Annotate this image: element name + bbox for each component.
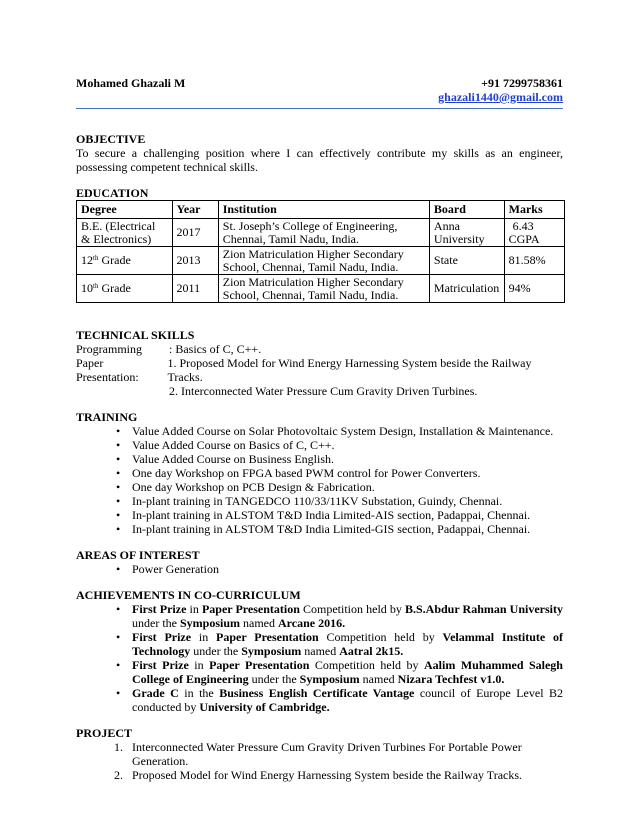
text-fragment: in bbox=[191, 630, 217, 644]
list-item bbox=[76, 438, 563, 452]
col-header-marks: Marks bbox=[504, 201, 564, 219]
list-item bbox=[76, 466, 563, 480]
list-item bbox=[76, 602, 563, 630]
contact-block bbox=[438, 76, 563, 104]
event-type: Business English Certificate Vantage bbox=[219, 686, 415, 700]
year-cell: 2013 bbox=[172, 247, 218, 275]
bullet-icon: • bbox=[116, 686, 121, 700]
achievements-title: ACHIEVEMENTS IN CO-CURRICULUM bbox=[76, 588, 301, 602]
award: First Prize bbox=[132, 602, 187, 616]
bullet-icon: • bbox=[116, 630, 121, 644]
bullet-icon: • bbox=[116, 480, 121, 494]
text-fragment: named bbox=[301, 644, 340, 658]
bullet-icon: • bbox=[116, 424, 121, 438]
board-cell: Matriculation bbox=[429, 275, 504, 303]
board-line: Anna bbox=[433, 218, 460, 233]
technical-skills-section bbox=[76, 328, 563, 398]
marks-cell: 94% bbox=[504, 275, 564, 303]
project-title: PROJECT bbox=[76, 726, 133, 740]
text-fragment: named bbox=[359, 672, 398, 686]
bullet-icon: • bbox=[116, 438, 121, 452]
list-item bbox=[76, 740, 563, 768]
institution-line: St. Joseph’s College of Engineering, bbox=[222, 218, 398, 233]
achievements-list bbox=[76, 602, 563, 714]
degree-suffix: Grade bbox=[98, 253, 131, 267]
objective-section bbox=[76, 132, 563, 174]
list-item-text: One day Workshop on FPGA based PWM control for Power Converters. bbox=[132, 466, 481, 480]
education-table bbox=[76, 200, 565, 303]
board-cell: State bbox=[429, 247, 504, 275]
marks-cell bbox=[504, 219, 564, 247]
bullet-icon: • bbox=[116, 522, 121, 536]
list-item-text: Value Added Course on Solar Photovoltaic System Design, Installation & Maintenance. bbox=[132, 424, 554, 438]
degree-superscript: th bbox=[93, 282, 99, 290]
event-category: Symposium bbox=[241, 644, 302, 658]
list-item bbox=[76, 562, 563, 576]
degree-suffix: Grade bbox=[98, 281, 131, 295]
degree-cell bbox=[77, 275, 173, 303]
bullet-icon: • bbox=[116, 466, 121, 480]
year-cell: 2017 bbox=[172, 219, 218, 247]
item-number: 1. bbox=[114, 740, 123, 754]
event-category: Symposium bbox=[179, 616, 241, 630]
award: First Prize bbox=[132, 630, 192, 644]
text-fragment: in the bbox=[178, 686, 220, 700]
phone-number: +91 7299758361 bbox=[481, 76, 563, 90]
degree-cell bbox=[77, 219, 173, 247]
event-type: Paper Presentation bbox=[201, 602, 300, 616]
text-fragment: Competition held by bbox=[299, 602, 405, 616]
list-item-text bbox=[132, 686, 563, 714]
marks-line: CGPA bbox=[508, 231, 540, 246]
degree-superscript: th bbox=[93, 254, 99, 262]
list-item-text: One day Workshop on PCB Design & Fabrication. bbox=[132, 480, 375, 494]
achievements-section bbox=[76, 588, 563, 714]
interests-title: AREAS OF INTEREST bbox=[76, 548, 200, 562]
text-fragment: named bbox=[240, 616, 279, 630]
organizer: Aalim Muhammed Salegh College of Engineering bbox=[132, 658, 563, 686]
col-header-year: Year bbox=[172, 201, 218, 219]
list-item bbox=[76, 658, 563, 686]
bullet-icon: • bbox=[116, 494, 121, 508]
skill-label: Paper Presentation: bbox=[76, 356, 139, 384]
event-name: Aatral 2k15. bbox=[339, 644, 404, 658]
list-item-text: Value Added Course on Business English. bbox=[132, 452, 334, 466]
skill-value: 2. Interconnected Water Pressure Cum Gravity Driven Turbines. bbox=[169, 384, 478, 398]
skill-value: : Basics of C, C++. bbox=[169, 342, 262, 356]
list-item bbox=[76, 494, 563, 508]
education-section bbox=[76, 186, 563, 303]
objective-title: OBJECTIVE bbox=[76, 132, 146, 146]
award: Grade C bbox=[132, 686, 179, 700]
bullet-icon: • bbox=[116, 602, 121, 616]
list-item bbox=[76, 768, 563, 782]
list-item-text: In-plant training in TANGEDCO 110/33/11KV Substation, Guindy, Chennai. bbox=[132, 494, 503, 508]
text-fragment: under the bbox=[248, 672, 300, 686]
project-list bbox=[76, 740, 563, 782]
institution-line: Zion Matriculation Higher Secondary bbox=[222, 274, 404, 289]
col-header-board: Board bbox=[429, 201, 504, 219]
technical-skills-title: TECHNICAL SKILLS bbox=[76, 328, 195, 342]
marks-cell: 81.58% bbox=[504, 247, 564, 275]
board-cell bbox=[429, 219, 504, 247]
institution-cell bbox=[218, 247, 429, 275]
col-header-degree: Degree bbox=[77, 201, 173, 219]
education-title: EDUCATION bbox=[76, 186, 149, 200]
organizer: B.S.Abdur Rahman University bbox=[404, 602, 563, 616]
institution-line: Chennai, Tamil Nadu, India. bbox=[222, 231, 360, 246]
event-type: Paper Presentation bbox=[209, 658, 310, 672]
objective-text: To secure a challenging position where I can effectively contribute my skills as an engineer, possessing competent technical skills. bbox=[76, 146, 563, 174]
year-cell: 2011 bbox=[172, 275, 218, 303]
event-name: Arcane 2016. bbox=[278, 616, 346, 630]
interests-section bbox=[76, 548, 563, 576]
list-item-text: Proposed Model for Wind Energy Harnessing System beside the Railway Tracks. bbox=[132, 768, 523, 782]
candidate-name: Mohamed Ghazali M bbox=[76, 76, 186, 90]
award: First Prize bbox=[132, 658, 189, 672]
institution-line: School, Chennai, Tamil Nadu, India. bbox=[222, 287, 399, 302]
institution-line: Zion Matriculation Higher Secondary bbox=[222, 246, 404, 261]
skill-paper-presentation bbox=[76, 356, 563, 384]
list-item bbox=[76, 522, 563, 536]
text-fragment: under the bbox=[132, 616, 180, 630]
board-line: University bbox=[433, 231, 485, 246]
bullet-icon: • bbox=[116, 562, 121, 576]
list-item-text bbox=[132, 630, 563, 658]
text-fragment: in bbox=[188, 658, 210, 672]
training-list bbox=[76, 424, 563, 536]
list-item-text: Power Generation bbox=[132, 562, 219, 576]
list-item bbox=[76, 452, 563, 466]
list-item-text bbox=[132, 602, 563, 630]
institution-cell bbox=[218, 275, 429, 303]
list-item bbox=[76, 424, 563, 438]
degree-number: 12 bbox=[81, 253, 93, 267]
training-section bbox=[76, 410, 563, 536]
degree-cell bbox=[77, 247, 173, 275]
text-fragment: in bbox=[186, 602, 202, 616]
table-row bbox=[77, 275, 565, 303]
organizer: University of Cambridge. bbox=[199, 700, 330, 714]
text-fragment: under the bbox=[190, 644, 242, 658]
interests-list bbox=[76, 562, 563, 576]
skill-programming bbox=[76, 342, 563, 356]
training-title: TRAINING bbox=[76, 410, 138, 424]
marks-line: 6.43 bbox=[512, 218, 534, 233]
email-link[interactable]: ghazali1440@gmail.com bbox=[438, 90, 563, 104]
degree-number: 10 bbox=[81, 281, 93, 295]
organizer: Velammal Institute of Technology bbox=[132, 630, 563, 658]
event-name: Nizara Techfest v1.0. bbox=[397, 672, 505, 686]
list-item-text bbox=[132, 658, 563, 686]
institution-cell bbox=[218, 219, 429, 247]
item-number: 2. bbox=[114, 768, 123, 782]
bullet-icon: • bbox=[116, 658, 121, 672]
text-fragment: Competition held by bbox=[318, 630, 443, 644]
degree-line: & Electronics) bbox=[81, 231, 152, 246]
event-type: Paper Presentation bbox=[216, 630, 319, 644]
resume-header bbox=[76, 76, 563, 104]
table-row bbox=[77, 247, 565, 275]
list-item bbox=[76, 508, 563, 522]
bullet-icon: • bbox=[116, 452, 121, 466]
table-row bbox=[77, 219, 565, 247]
list-item bbox=[76, 686, 563, 714]
list-item-text: Value Added Course on Basics of C, C++. bbox=[132, 438, 335, 452]
list-item-text: In-plant training in ALSTOM T&D India Limited-AIS section, Padappai, Chennai. bbox=[132, 508, 531, 522]
event-category: Symposium bbox=[299, 672, 360, 686]
list-item bbox=[76, 480, 563, 494]
education-header-row bbox=[77, 201, 565, 219]
col-header-institution: Institution bbox=[218, 201, 429, 219]
institution-line: School, Chennai, Tamil Nadu, India. bbox=[222, 259, 399, 274]
resume-page bbox=[76, 76, 563, 782]
bullet-icon: • bbox=[116, 508, 121, 522]
degree-line: B.E. (Electrical bbox=[81, 218, 156, 233]
project-section bbox=[76, 726, 563, 782]
text-fragment: Competition held by bbox=[309, 658, 425, 672]
text-fragment: council of Europe Level B2 conducted by bbox=[132, 686, 564, 714]
skill-label: Programming bbox=[76, 342, 142, 356]
list-item-text: Interconnected Water Pressure Cum Gravity Driven Turbines For Portable Power Generation. bbox=[132, 740, 522, 768]
skill-value: 1. Proposed Model for Wind Energy Harnessing System beside the Railway Tracks. bbox=[167, 356, 532, 384]
list-item bbox=[76, 630, 563, 658]
list-item-text: In-plant training in ALSTOM T&D India Limited-GIS section, Padappai, Chennai. bbox=[132, 522, 531, 536]
